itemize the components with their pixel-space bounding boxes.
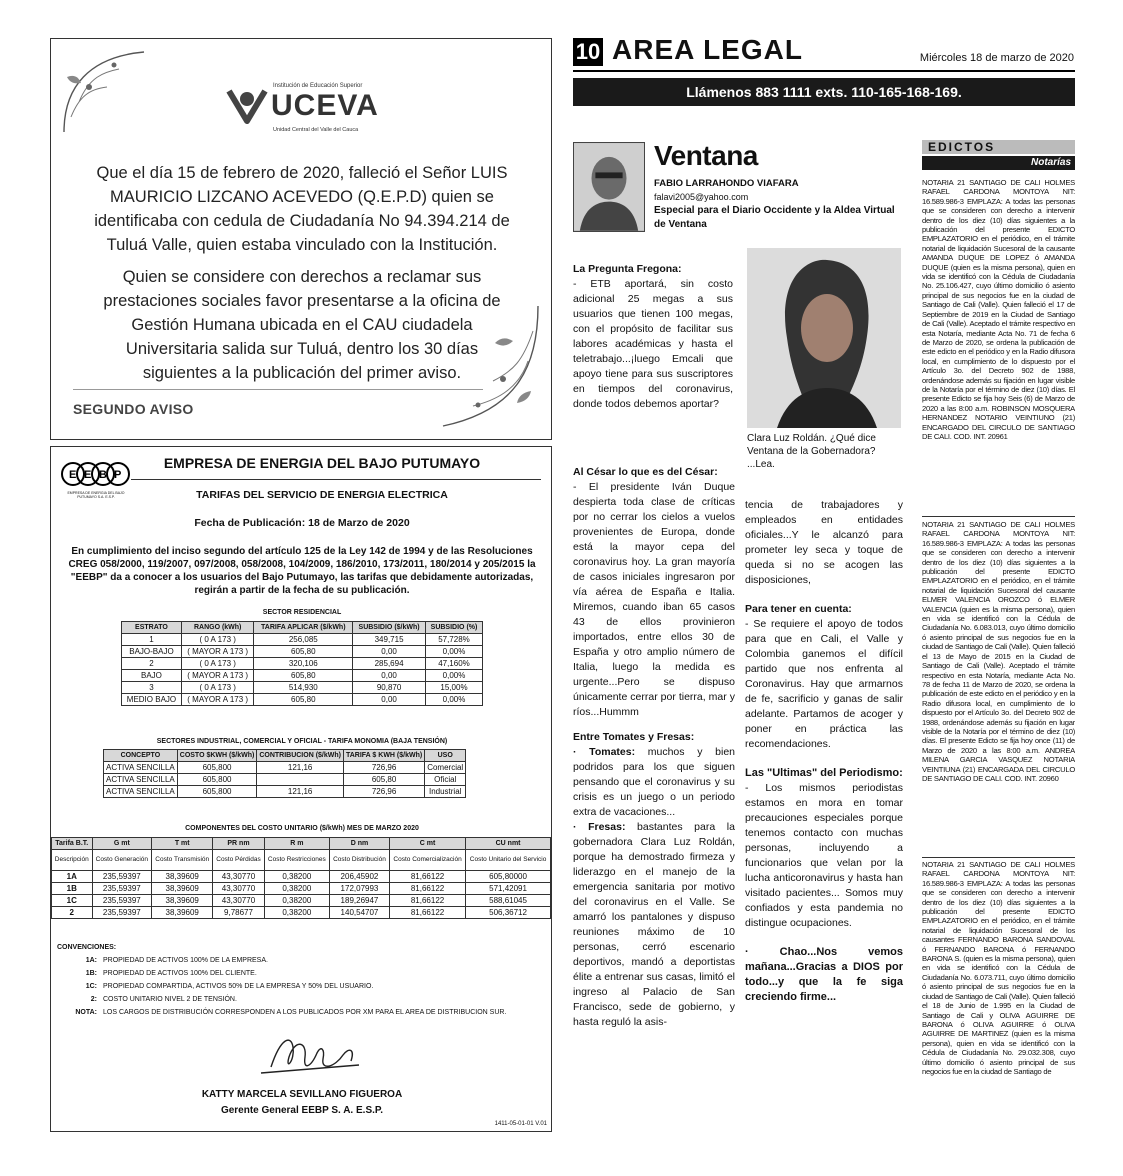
table-cell: 43,30770 xyxy=(213,883,264,895)
table-cell: 235,59397 xyxy=(92,895,152,907)
table-cell: 320,106 xyxy=(254,658,353,670)
convention-key: NOTA: xyxy=(75,1009,97,1016)
column-header: COSTO $KWH ($/kWh) xyxy=(177,750,257,762)
section-title: AREA LEGAL xyxy=(612,34,803,65)
divider xyxy=(131,479,541,480)
svg-text:P: P xyxy=(114,469,121,481)
table-header-row xyxy=(52,838,551,850)
tariffs-title: TARIFAS DEL SERVICIO DE ENERGIA ELECTRICA xyxy=(196,489,448,501)
industrial-table xyxy=(103,749,466,798)
table-cell: 0,00 xyxy=(353,694,426,706)
publication-date: Fecha de Publicación: 18 de Marzo de 2020 xyxy=(194,517,410,529)
table-cell: Industrial xyxy=(425,786,466,798)
industrial-caption: SECTORES INDUSTRIAL, COMERCIAL Y OFICIAL - TARIFA MONOMIA (BAJA TENSIÓN) xyxy=(156,738,448,745)
table-cell: ( 0 A 173 ) xyxy=(181,658,254,670)
table-cell: 0,38200 xyxy=(264,883,329,895)
column-text-1 xyxy=(573,262,733,420)
table-cell: ( 0 A 173 ) xyxy=(181,634,254,646)
tariffs-intro: En cumplimiento del inciso segundo del artículo 125 de la Ley 142 de 1994 y de las Resoluciones CREG 058/2000, 119/2007, 097/2008, 058/2008, 104/2009, 186/2010, 173/2011, 180/2014 y 205/2015 la "EEBP" da a conocer a los usuarios del Bajo Putumayo, las tarifas que debidamente autorizadas, regirán a partir de la fecha de su publicación. xyxy=(68,546,536,596)
description-cell: Costo Transmisión xyxy=(152,850,213,871)
table-cell: 235,59397 xyxy=(92,871,152,883)
manager-title: Gerente General EEBP S. A. E.S.P. xyxy=(220,1105,384,1116)
table-row xyxy=(122,658,483,670)
table-cell: 235,59397 xyxy=(92,883,152,895)
table-cell: 1 xyxy=(122,634,182,646)
notice-footer: SEGUNDO AVISO xyxy=(73,401,194,417)
table-cell: 726,96 xyxy=(343,762,424,774)
logo-name: UCEVA xyxy=(271,89,379,122)
corner-ornament-icon xyxy=(59,47,149,137)
table-row xyxy=(52,907,551,919)
column-header: SUBSIDIO (%) xyxy=(425,622,482,634)
table-cell: 0,00% xyxy=(425,670,482,682)
convention-row xyxy=(57,993,237,1006)
convention-key: 1A: xyxy=(85,957,97,964)
table-row xyxy=(122,694,483,706)
eebp-logo-subtitle: EMPRESA DE ENERGIA DEL BAJO PUTUMAYO S.A. E.S.P. xyxy=(67,491,125,499)
column-paragraph: - El presidente Iván Duque despierta toda clase de críticas por no cerrar los cielos a vuelos provenientes de Europa, donde está la mayor cepa del coronavirus hoy. La gran mayoría de casos iniciales ingresaron por vía aérea de España e Italia. Miremos, cuando iban 65 casos 43 de ellos provinieron importados, entre ellos 30 de España y otro amplio número de Italia, luego la medida es urgente...Pero se dispuso únicamente cerrar por tierra, mar y ríos...Hummm xyxy=(573,481,735,718)
page-number: 10 xyxy=(573,38,603,66)
convention-value: LOS CARGOS DE DISTRIBUCIÓN CORRESPONDEN A LOS PUBLICADOS POR XM PARA EL AREA DE DISTRIBUCION SUR. xyxy=(103,1009,507,1016)
column-credit: Especial para el Diario Occidente y la Aldea Virtual de Ventana xyxy=(654,205,895,230)
column-paragraph: tencia de trabajadores y empleados en entidades oficiales...Y le alcanzó para prometer ley seca y toque de queda si no se acogen las disposiciones, xyxy=(745,499,903,586)
table-cell: 2 xyxy=(52,907,93,919)
table-row xyxy=(104,786,466,798)
edict-item: NOTARIA 21 SANTIAGO DE CALI HOLMES RAFAEL CARDONA MONTOYA NIT: 16.589.986-3 EMPLAZA: A todas las personas que se consideren con derecho a intervenir dentro de los diez (10) días siguientes a la publicación del presente EDICTO EMPLAZATORIO en el periódico, en el trámite notarial de liquidación Sucesoral del causante ELMER VALENCIA OROZCO ó ELMER VALENCIA (quien es la misma persona), quien en vida se identificó con la Cédula de Ciudadanía No. 6.083.013, cuyo último domicilio ó asiento principal de sus negocios fue en la ciudad de Santiago de Cali (Valle). Quien falleció el 13 de Mayo de 2015 en la Ciudad de Santiago de Cali (Valle). Aceptado el trámite respectivo en esta Notaría, mediante Acta No. 78 de fecha 11 de Marzo de 2020, se ordena la publicación de este edicto en el periódico y en la Radio difusora local, en cumplimiento de lo dispuesto por el Artículo 3o. del Decreto 902 de 1988, ordenándose además su fijación en lugar visible de la Notaría por el término de diez (10) días. El presente Edicto se fija hoy once (11) de Marzo de 2020 a las 8:00 a.m. ANDREA MILENA GARCIA VASQUEZ NOTARIA VEINTIUNA (21) ENCARGADA DEL CIRCULO DE SANTIAGO DE CALI. COD. INT. 20960 xyxy=(922,520,1075,783)
column-header: PR nm xyxy=(213,838,264,850)
table-cell: 38,39609 xyxy=(152,907,213,919)
table-cell: 38,39609 xyxy=(152,895,213,907)
table-row xyxy=(122,634,483,646)
table-cell: 235,59397 xyxy=(92,907,152,919)
table-cell: ( 0 A 173 ) xyxy=(181,682,254,694)
table-cell: 605,80 xyxy=(254,670,353,682)
table-cell: 206,45902 xyxy=(329,871,389,883)
column-header: C mt xyxy=(389,838,465,850)
table-cell: 0,00% xyxy=(425,646,482,658)
description-cell: Costo Unitario del Servicio xyxy=(466,850,551,871)
table-cell: 0,00 xyxy=(353,670,426,682)
column-paragraph: - ETB aportará, sin costo adicional 25 megas a sus usuarios que tienen 100 megas, con el propósito de facilitar sus labores académicas y hasta el teletrabajo...¡luego Emcali que apoyo tiene para sus suscriptores en tiempos del coronavirus, donde todos debemos aportar? xyxy=(573,278,733,410)
table-row xyxy=(122,670,483,682)
column-paragraph: - Se requiere el apoyo de todos para que en Cali, el Valle y Colombia ganemos el difícil partido que nos enfrenta al Coronavirus. Hay que armarnos de fe, sacrificio y ganas de salir adelante. Partamos de acoger y poner en práctica las recomendaciones. xyxy=(745,618,903,750)
table-cell: 38,39609 xyxy=(152,871,213,883)
table-cell: 605,80000 xyxy=(466,871,551,883)
photo-caption-text: . ¿Qué dice Ventana de la Gobernadora? ...Lea. xyxy=(747,433,876,470)
column-header: R m xyxy=(264,838,329,850)
table-row xyxy=(104,774,466,786)
uceva-logo-icon xyxy=(225,85,269,125)
column-heading: Las "Ultimas" del Periodismo: xyxy=(745,767,903,779)
column-header: T mt xyxy=(152,838,213,850)
table-cell: 256,085 xyxy=(254,634,353,646)
column-closing: · Chao...Nos vemos mañana...Gracias a DIOS por todo...y que la fe siga creciendo firme... xyxy=(745,946,903,1003)
table-cell: 81,66122 xyxy=(389,895,465,907)
table-cell: 514,930 xyxy=(254,682,353,694)
column-heading: Al César lo que es del César: xyxy=(573,466,718,478)
convention-row xyxy=(57,1006,507,1019)
table-cell: 0,38200 xyxy=(264,871,329,883)
table-cell: 43,30770 xyxy=(213,895,264,907)
notice-paragraph-1: Que el día 15 de febrero de 2020, falleció el Señor LUIS MAURICIO LIZCANO ACEVEDO (Q.E.P.D) quien se identificaba con cedula de Ciudadanía No 94.394.214 de Tuluá Valle, quien estaba vinculado con la Institución. xyxy=(94,164,510,254)
column-paragraph: - Los mismos periodistas estamos en mora en tomar precauciones especiales porque tenemos contacto con muchas personas, incluyendo a funcionarios que velan por la lucha anticoronavirus y hasta han visitado pacientes... Somos muy confiados y esta pandemia no distingue ocupaciones. xyxy=(745,782,903,929)
column-header: G mt xyxy=(92,838,152,850)
uceva-logo xyxy=(225,75,385,145)
table-cell: 81,66122 xyxy=(389,907,465,919)
table-cell: 349,715 xyxy=(353,634,426,646)
divider xyxy=(73,389,483,390)
column-header: USO xyxy=(425,750,466,762)
table-cell: 90,870 xyxy=(353,682,426,694)
column-header: CONCEPTO xyxy=(104,750,178,762)
table-cell: 285,694 xyxy=(353,658,426,670)
logo-institution-label: Institución de Educación Superior xyxy=(273,83,363,89)
table-cell: 43,30770 xyxy=(213,871,264,883)
table-cell: 0,38200 xyxy=(264,907,329,919)
column-header: TARIFA APLICAR ($/kWh) xyxy=(254,622,353,634)
table-cell: 605,80 xyxy=(254,694,353,706)
column-title: Ventana xyxy=(654,140,758,171)
residential-table xyxy=(121,621,483,706)
column-header: TARIFA $ KWH ($/kWh) xyxy=(343,750,424,762)
author-photo xyxy=(573,142,645,232)
table-cell: 588,61045 xyxy=(466,895,551,907)
table-row xyxy=(122,646,483,658)
signature-icon xyxy=(251,1027,371,1083)
logo-subtitle: Unidad Central del Valle del Cauca xyxy=(273,127,359,133)
convention-row xyxy=(57,967,257,980)
photo-caption-name: Clara Luz Roldán xyxy=(747,433,825,444)
table-cell: 0,00 xyxy=(353,646,426,658)
author-email[interactable]: falavi2005@yahoo.com xyxy=(654,192,749,202)
table-cell: 506,36712 xyxy=(466,907,551,919)
table-cell: 9,78677 xyxy=(213,907,264,919)
table-cell xyxy=(257,774,344,786)
manager-name: KATTY MARCELA SEVILLANO FIGUEROA xyxy=(201,1089,403,1100)
photo-caption xyxy=(747,432,905,471)
table-cell: 47,160% xyxy=(425,658,482,670)
table-cell: 189,26947 xyxy=(329,895,389,907)
residential-caption: SECTOR RESIDENCIAL xyxy=(262,609,342,616)
table-cell: 121,16 xyxy=(257,762,344,774)
table-cell: Comercial xyxy=(425,762,466,774)
components-caption: COMPONENTES DEL COSTO UNITARIO ($/kWh) MES DE MARZO 2020 xyxy=(185,825,419,832)
column-heading: Entre Tomates y Fresas: xyxy=(573,731,695,743)
convention-key: 2: xyxy=(90,996,97,1003)
column-heading: Para tener en cuenta: xyxy=(745,603,852,615)
table-cell: MEDIO BAJO xyxy=(122,694,182,706)
edict-item: NOTARIA 21 SANTIAGO DE CALI HOLMES RAFAEL CARDONA MONTOYA NIT: 16.589.986-3 EMPLAZA: A todas las personas que se consideren con derecho a intervenir dentro de los diez (10) días siguientes a la publicación del presente EDICTO EMPLAZATORIO en el periódico, en el trámite notarial de liquidación Sucesoral de los causantes FERNANDO BARONA SANDOVAL ó FERNANDO BARONA ó FERNANDO BARONA S. (quien es la misma persona), quien en vida se identificó con la Cédula de Ciudadanía No. 6.073.711, cuyo último domicilio ó asiento principal de sus negocios fue en la ciudad de Santiago de Cali (Valle). Quien falleció el 18 de Junio de 1.995 en la Ciudad de Santiago de Cali y OLIVA AGUIRRE DE BARONA ó OLIVA AGUIRRE ó OLIVA AGUIRRE DE MARTINEZ (quien es la misma persona), quien en vida se identificó con la Cédula de Ciudadanía No. 29.032.308, cuyo último domicilio ó asiento principal de sus negocios fue en la ciudad de Santiago de xyxy=(922,860,1075,1076)
divider xyxy=(922,857,1075,858)
strawberries-text: bastantes para la gobernadora Clara Luz Roldán, porque ha demostrado firmeza y liderazgo en el manejo de la emergencia sanitaria por motivo del coronavirus en el Valle. Se amarró los pantalones y dispuso reuniones máximo de 10 personas, cerró escenario deportivos, mandó a deportistas élite a entrenar sus casas, limitó el ingreso al Palacio de San Francisco, sede de gobierno, y hasta reguló la asis- xyxy=(573,821,735,1028)
column-header: ESTRATO xyxy=(122,622,182,634)
column-header: Tarifa B.T. xyxy=(52,838,93,850)
issue-date: Miércoles 18 de marzo de 2020 xyxy=(919,52,1074,64)
column-author: FABIO LARRAHONDO VIAFARA xyxy=(654,178,799,189)
eebp-tariff-notice xyxy=(50,446,552,1132)
tomatoes-label: · Tomates: xyxy=(573,746,636,758)
table-row xyxy=(52,871,551,883)
table-cell: 15,00% xyxy=(425,682,482,694)
divider xyxy=(573,70,1075,72)
table-row xyxy=(52,883,551,895)
table-header-row xyxy=(104,750,466,762)
description-cell: Costo Generación xyxy=(92,850,152,871)
table-row xyxy=(52,895,551,907)
column-header: D nm xyxy=(329,838,389,850)
table-cell: 605,800 xyxy=(177,762,257,774)
convention-row xyxy=(57,980,374,993)
conventions xyxy=(57,941,507,1019)
table-description-row xyxy=(52,850,551,871)
table-cell: 81,66122 xyxy=(389,883,465,895)
table-cell: 0,38200 xyxy=(264,895,329,907)
table-cell: 1B xyxy=(52,883,93,895)
edicts-header: EDICTOS xyxy=(922,140,1075,154)
svg-text:B: B xyxy=(99,469,106,481)
table-cell: 605,80 xyxy=(343,774,424,786)
strawberries-label: · Fresas: xyxy=(573,821,626,833)
table-row xyxy=(122,682,483,694)
table-cell: ACTIVA SENCILLA xyxy=(104,774,178,786)
column-text-2 xyxy=(573,465,735,1038)
table-cell: ACTIVA SENCILLA xyxy=(104,762,178,774)
convention-key: 1B: xyxy=(85,970,97,977)
table-cell: 726,96 xyxy=(343,786,424,798)
convention-row xyxy=(57,954,268,967)
edicts-subheader: Notarías xyxy=(922,156,1075,170)
table-cell: 2 xyxy=(122,658,182,670)
company-name: EMPRESA DE ENERGIA DEL BAJO PUTUMAYO xyxy=(163,455,481,471)
contact-bar: Llámenos 883 1111 exts. 110-165-168-169. xyxy=(573,78,1075,106)
table-cell: 605,800 xyxy=(177,786,257,798)
table-cell: 38,39609 xyxy=(152,883,213,895)
table-cell: 172,07993 xyxy=(329,883,389,895)
convention-value: PROPIEDAD COMPARTIDA, ACTIVOS 50% DE LA EMPRESA Y 50% DEL USUARIO. xyxy=(103,983,374,990)
description-cell: Costo Distribución xyxy=(329,850,389,871)
table-cell: ( MAYOR A 173 ) xyxy=(181,694,254,706)
description-cell: Costo Comercialización xyxy=(389,850,465,871)
column-text-3 xyxy=(745,498,903,1013)
column-paragraph xyxy=(573,745,735,1030)
column-header: RANGO (kWh) xyxy=(181,622,254,634)
table-cell: 605,800 xyxy=(177,774,257,786)
document-code: 1411-05-01-01 V.01 xyxy=(494,1121,547,1127)
convention-key: 1C: xyxy=(85,983,97,990)
obituary-notice xyxy=(50,38,552,440)
divider xyxy=(922,516,1075,517)
description-cell: Descripción xyxy=(52,850,93,871)
table-cell: 0,00% xyxy=(425,694,482,706)
governor-photo xyxy=(747,248,901,428)
tomatoes-text: muchos y bien podridos para los que siguen pensando que el coronavirus y su crisis es un juego o un periodo extra de vacaciones... xyxy=(573,746,735,818)
convention-value: PROPIEDAD DE ACTIVOS 100% DE LA EMPRESA. xyxy=(103,957,268,964)
table-cell: ( MAYOR A 173 ) xyxy=(181,670,254,682)
components-table xyxy=(51,837,551,919)
edict-item: NOTARIA 21 SANTIAGO DE CALI HOLMES RAFAEL CARDONA MONTOYA NIT: 16.589.986-3 EMPLAZA: A todas las personas que se consideren con derecho a intervenir dentro de los diez (10) días siguientes a la publicación del presente EDICTO EMPLAZATORIO en el periódico, en el trámite notarial de liquidación Sucesoral de la causante AMANDA DUQUE DE LOPEZ ó AMANDA DUQUE (quien es la misma persona), quien en vida se identificó con la Cédula de Ciudadanía No. 25.106.427, cuyo último domicilio ó asiento principal de sus negocios fue en la ciudad de Santiago de Cali (Valle). Quien falleció el 17 de Septiembre de 2019 en la Ciudad de Santiago de Cali (Valle). Aceptado el trámite respectivo en esta Notaría, mediante Acta No. 71 de fecha 6 de Marzo de 2020, se ordena la publicación de este edicto en el periódico y en la Radio difusora local, en cumplimiento de lo dispuesto por el Artículo 3o. del Decreto 902 de 1988, ordenándose además su fijación en lugar visible de la Notaría por el término de diez (10) días. El presente Edicto se fija hoy Seis (6) de Marzo de 2020 a las 8:00 a.m. ROBINSON MOSQUERA HERNANDEZ NOTARIO VEINTIUNO (21) ENCARGADO DEL CIRCULO DE SANTIAGO DE CALI. COD. INT. 20961 xyxy=(922,178,1075,441)
table-header-row xyxy=(122,622,483,634)
convention-value: PROPIEDAD DE ACTIVOS 100% DEL CLIENTE. xyxy=(103,970,257,977)
convention-value: COSTO UNITARIO NIVEL 2 DE TENSIÓN. xyxy=(103,996,237,1003)
table-cell: 605,80 xyxy=(254,646,353,658)
description-cell: Costo Pérdidas xyxy=(213,850,264,871)
notice-paragraph-2: Quien se considere con derechos a reclamar sus prestaciones sociales favor presentarse a la oficina de Gestión Humana ubicada en el CAU ciudadela Universitaria salida sur Tuluá, dentro los 30 días siguientes a la publicación del primer aviso. xyxy=(103,268,501,382)
table-cell: BAJO-BAJO xyxy=(122,646,182,658)
table-cell: 3 xyxy=(122,682,182,694)
table-cell: 1A xyxy=(52,871,93,883)
table-cell: BAJO xyxy=(122,670,182,682)
table-row xyxy=(104,762,466,774)
description-cell: Costo Restricciones xyxy=(264,850,329,871)
column-header: CU nmt xyxy=(466,838,551,850)
table-cell: ACTIVA SENCILLA xyxy=(104,786,178,798)
table-cell: ( MAYOR A 173 ) xyxy=(181,646,254,658)
table-cell: 81,66122 xyxy=(389,871,465,883)
table-cell: 1C xyxy=(52,895,93,907)
column-header: CONTRIBUCION ($/kWh) xyxy=(257,750,344,762)
table-cell: 571,42091 xyxy=(466,883,551,895)
table-cell: 140,54707 xyxy=(329,907,389,919)
column-heading: La Pregunta Fregona: xyxy=(573,263,682,275)
table-cell: 57,728% xyxy=(425,634,482,646)
column-header: SUBSIDIO ($/kWh) xyxy=(353,622,426,634)
svg-text:E: E xyxy=(69,469,76,481)
table-cell: Oficial xyxy=(425,774,466,786)
conventions-title: CONVENCIONES: xyxy=(57,944,117,951)
svg-text:E: E xyxy=(84,469,91,481)
table-cell: 121,16 xyxy=(257,786,344,798)
